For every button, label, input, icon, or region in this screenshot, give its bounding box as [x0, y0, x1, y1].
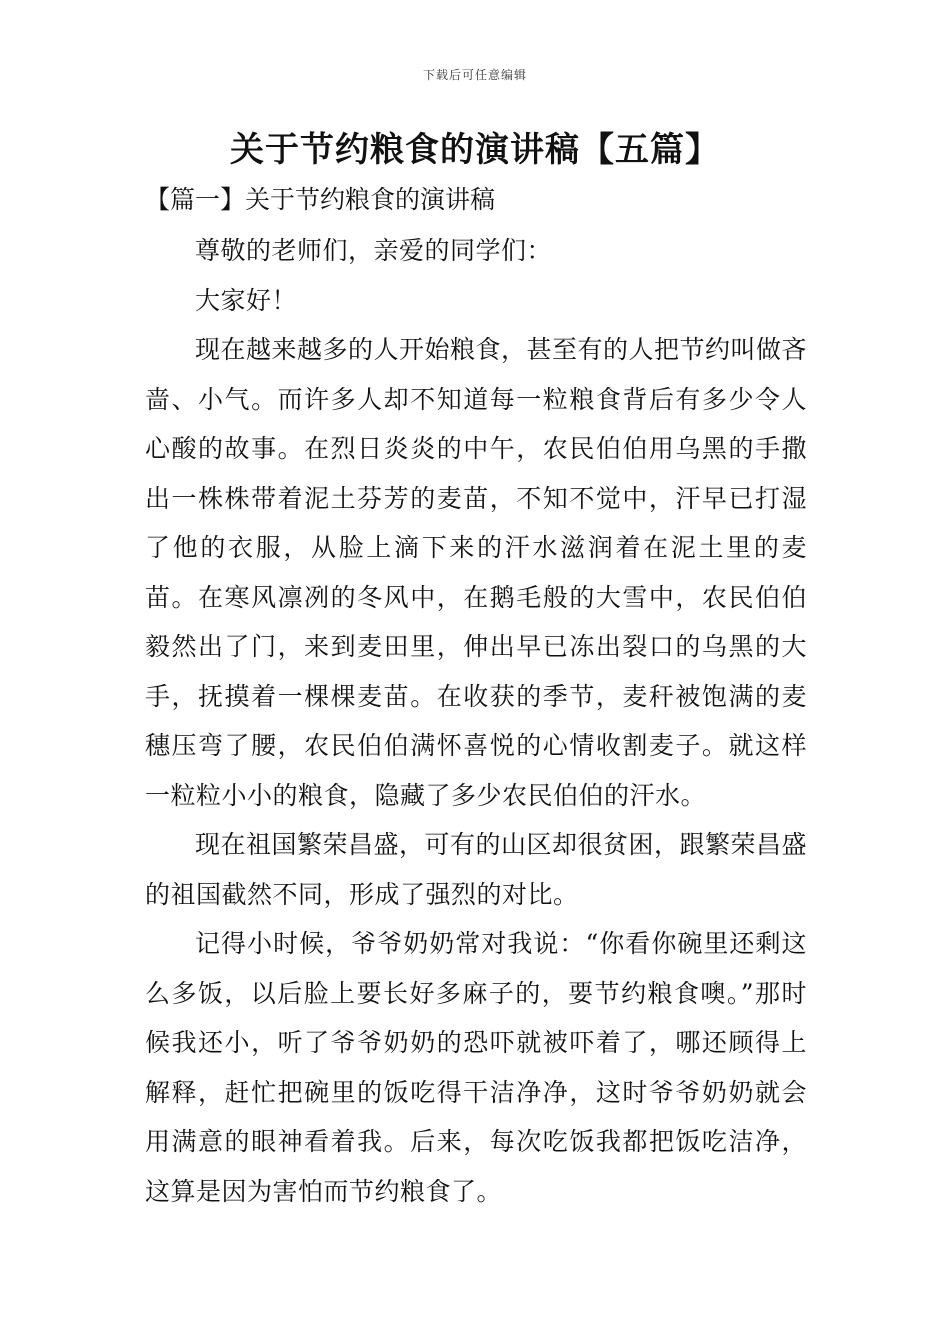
- section-heading: 【篇一】关于节约粮食的演讲稿: [145, 185, 496, 214]
- paragraph-farmers: 现在越来越多的人开始粮食，甚至有的人把节约叫做吝啬、小气。而许多人却不知道每一粒粮食背后有多少令人心酸的故事。在烈日炎炎的中午，农民伯伯用乌黑的手撒出一株株带着泥土芬芳的麦苗，不知不觉中，汗早已打湿了他的衣服，从脸上滴下来的汗水滋润着在泥土里的麦苗。在寒风凛冽的冬风中，在鹅毛般的大雪中，农民伯伯毅然出了门，来到麦田里，伸出早已冻出裂口的乌黑的大手，抚摸着一棵棵麦苗。在收获的季节，麦秆被饱满的麦穗压弯了腰，农民伯伯满怀喜悦的心情收割麦子。就这样一粒粒小小的粮食，隐藏了多少农民伯伯的汗水。: [145, 335, 808, 810]
- paragraph-motherland: 现在祖国繁荣昌盛，可有的山区却很贫困，跟繁荣昌盛的祖国截然不同，形成了强烈的对比。: [145, 830, 808, 909]
- paragraph-hello: 大家好！: [195, 285, 298, 315]
- paragraph-greeting: 尊敬的老师们，亲爱的同学们：: [195, 236, 553, 265]
- body-text: [145, 226, 807, 1216]
- paragraph-childhood: 记得小时候，爷爷奶奶常对我说：“你看你碗里还剩这么多饭，以后脸上要长好多麻子的，要节约粮食噢。”那时候我还小，听了爷爷奶奶的恐吓就被吓着了，哪还顾得上解释，赶忙把碗里的饭吃得干洁净净，这时爷爷奶奶就会用满意的眼神看着我。后来，每次吃饭我都把饭吃洁净，这算是因为害怕而节约粮食了。: [145, 929, 807, 1206]
- document-title: 关于节约粮食的演讲稿【五篇】: [230, 130, 720, 170]
- header-note: 下载后可任意编辑: [422, 68, 527, 82]
